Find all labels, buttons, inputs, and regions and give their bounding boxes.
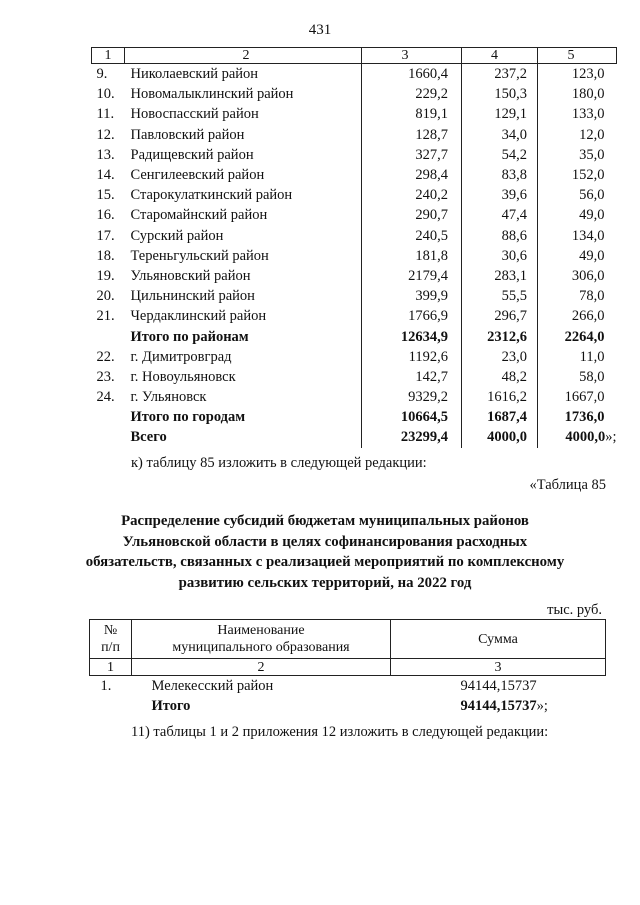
row-value-col5: 123,0 (571, 66, 605, 83)
row-number: 1. (100, 678, 112, 694)
row-sum (391, 676, 606, 697)
table-row-total (90, 696, 606, 716)
header-cell: 5 (538, 48, 617, 64)
row-name: Всего (125, 427, 362, 447)
row-name: Итого по районам (125, 326, 362, 346)
row-value-col3: 240,2 (362, 185, 462, 205)
table-row (92, 165, 617, 185)
row-name: Новоспасский район (125, 104, 362, 124)
table-row (92, 246, 617, 266)
row-name: Старомайнский район (125, 205, 362, 225)
row-value-col5: 58,0 (579, 368, 605, 385)
cell-suffix: »; (605, 429, 617, 446)
row-number: 18. (96, 247, 115, 264)
row-name: г. Новоульяновск (125, 367, 362, 387)
row-number: 24. (96, 389, 115, 406)
table-row (90, 676, 606, 697)
row-number: 11. (96, 106, 115, 123)
title-line: Ульяновской области в целях софинансирования расходных (122, 533, 528, 550)
cell-value: 4000,0 (565, 429, 606, 446)
row-number (92, 407, 125, 427)
row-value-col5: 35,0 (579, 146, 605, 163)
row-value-col4: 150,3 (462, 84, 538, 104)
row-value-col5: 2264,0 (564, 328, 605, 345)
table-row (92, 226, 617, 246)
row-value-col3: 399,9 (362, 286, 462, 306)
row-value-col3: 1660,4 (362, 64, 462, 85)
row-value-col3: 10664,5 (362, 407, 462, 427)
header-cell-name (132, 620, 391, 659)
column-number: 2 (132, 659, 391, 676)
header-text: № (103, 623, 118, 638)
row-number: 16. (96, 207, 115, 224)
row-name: Старокулаткинский район (125, 185, 362, 205)
column-number-row (90, 659, 606, 676)
row-value-col3: 240,5 (362, 226, 462, 246)
row-name: Павловский район (125, 125, 362, 145)
row-value-col3: 181,8 (362, 246, 462, 266)
header-cell: 4 (462, 48, 538, 64)
row-value-col3: 1766,9 (362, 306, 462, 326)
row-value-col5: 134,0 (571, 227, 605, 244)
row-name: Итого по городам (125, 407, 362, 427)
row-number: 17. (96, 227, 115, 244)
row-value-col4: 48,2 (462, 367, 538, 387)
instruction-paragraph-11: 11) таблицы 1 и 2 приложения 12 изложить в следующей редакции: (131, 724, 549, 740)
row-value-col3: 229,2 (362, 84, 462, 104)
row-value-col4: 55,5 (462, 286, 538, 306)
row-name: Новомалыклинский район (125, 84, 362, 104)
header-cell: 3 (362, 48, 462, 64)
row-name: г. Димитровград (125, 347, 362, 367)
title-line: развитию сельских территорий, на 2022 год (178, 574, 472, 591)
row-number: 15. (96, 187, 115, 204)
row-value-col5: 49,0 (579, 207, 605, 224)
row-value-col5: 133,0 (571, 106, 605, 123)
table-85-title (60, 511, 590, 593)
row-name: Николаевский район (125, 64, 362, 85)
sum-value: 94144,15737 (460, 678, 537, 694)
row-value-col3: 298,4 (362, 165, 462, 185)
row-value-col5: 56,0 (579, 187, 605, 204)
row-name: г. Ульяновск (125, 387, 362, 407)
row-value-col5: 152,0 (571, 167, 605, 184)
header-text: п/п (101, 640, 120, 655)
row-value-col4: 34,0 (462, 125, 538, 145)
row-value-col4: 88,6 (462, 226, 538, 246)
table-row (92, 104, 617, 124)
table-row (92, 266, 617, 286)
row-value-col4: 54,2 (462, 145, 538, 165)
row-name: Сурский район (125, 226, 362, 246)
row-name: Итого (151, 698, 191, 714)
row-value-col4: 283,1 (462, 266, 538, 286)
row-number: 21. (96, 308, 115, 325)
table-row (92, 125, 617, 145)
row-value-col3: 142,7 (362, 367, 462, 387)
row-value-col3: 9329,2 (362, 387, 462, 407)
row-value-col5: 180,0 (571, 86, 605, 103)
row-value-col5: 266,0 (571, 308, 605, 325)
row-value-col5 (538, 427, 617, 447)
row-value-col3: 290,7 (362, 205, 462, 225)
units-label: тыс. руб. (547, 602, 602, 618)
sum-suffix: »; (536, 698, 548, 714)
row-value-col4: 2312,6 (462, 326, 538, 346)
row-value-col3: 2179,4 (362, 266, 462, 286)
table-header-row (92, 48, 617, 64)
row-value-col3: 12634,9 (362, 326, 462, 346)
instruction-paragraph-k: к) таблицу 85 изложить в следующей редакции: (131, 455, 427, 471)
row-sum (391, 696, 606, 716)
table-85 (89, 619, 606, 716)
row-name: Тереньгульский район (125, 246, 362, 266)
table-85-label: «Таблица 85 (529, 477, 606, 493)
row-number: 19. (96, 267, 115, 284)
table-row (92, 367, 617, 387)
row-value-col4: 30,6 (462, 246, 538, 266)
table-header-row (90, 620, 606, 659)
table-row (92, 185, 617, 205)
row-number: 12. (96, 126, 115, 143)
row-value-col5: 306,0 (571, 267, 605, 284)
row-number (90, 696, 132, 716)
row-value-col4: 83,8 (462, 165, 538, 185)
row-value-col5: 1736,0 (564, 409, 605, 426)
row-value-col3: 1192,6 (362, 347, 462, 367)
sum-value: 94144,15737 (460, 698, 537, 714)
row-value-col4: 47,4 (462, 205, 538, 225)
table-row (92, 306, 617, 326)
table-row (92, 205, 617, 225)
table-row (92, 84, 617, 104)
row-value-col5: 1667,0 (564, 389, 605, 406)
page-number: 431 (308, 22, 332, 38)
row-value-col4: 1616,2 (462, 387, 538, 407)
column-number: 1 (90, 659, 132, 676)
table-row-total (92, 427, 617, 447)
row-value-col3: 819,1 (362, 104, 462, 124)
column-number: 3 (391, 659, 606, 676)
header-cell: 2 (125, 48, 362, 64)
row-name: Ульяновский район (125, 266, 362, 286)
title-line: обязательств, связанных с реализацией мероприятий по комплексному (85, 554, 565, 570)
row-name: Цильнинский район (125, 286, 362, 306)
row-number: 9. (96, 66, 108, 83)
row-value-col5: 11,0 (579, 348, 605, 365)
table-row-total (92, 407, 617, 427)
title-line: Распределение субсидий бюджетам муниципальных районов (121, 513, 529, 529)
header-cell-sum: Сумма (391, 620, 606, 659)
row-name: Мелекесский район (151, 678, 274, 694)
row-number: 22. (96, 348, 115, 365)
row-number: 20. (96, 288, 115, 305)
row-value-col4: 129,1 (462, 104, 538, 124)
row-number: 14. (96, 167, 115, 184)
table-row (92, 145, 617, 165)
row-value-col4: 1687,4 (462, 407, 538, 427)
header-cell-number (90, 620, 132, 659)
row-number: 10. (96, 86, 115, 103)
header-cell: 1 (92, 48, 125, 64)
row-value-col4: 296,7 (462, 306, 538, 326)
subsidy-table-continued (91, 47, 617, 448)
row-value-col5: 49,0 (579, 247, 605, 264)
table-row-total (92, 326, 617, 346)
row-value-col5: 78,0 (579, 288, 605, 305)
row-value-col5: 12,0 (579, 126, 605, 143)
row-number (92, 427, 125, 447)
row-name: Сенгилеевский район (125, 165, 362, 185)
row-value-col3: 327,7 (362, 145, 462, 165)
row-number: 13. (96, 146, 115, 163)
table-row (92, 387, 617, 407)
row-number (92, 326, 125, 346)
table-row (92, 286, 617, 306)
row-value-col4: 39,6 (462, 185, 538, 205)
header-text: муниципального образования (172, 640, 350, 655)
row-number: 23. (96, 368, 115, 385)
row-name: Чердаклинский район (125, 306, 362, 326)
row-value-col4: 23,0 (462, 347, 538, 367)
table-row (92, 64, 617, 85)
header-text: Наименование (217, 623, 305, 638)
table-row (92, 347, 617, 367)
row-value-col3: 128,7 (362, 125, 462, 145)
row-value-col4: 237,2 (462, 64, 538, 85)
row-value-col3: 23299,4 (362, 427, 462, 447)
row-name: Радищевский район (125, 145, 362, 165)
row-value-col4: 4000,0 (462, 427, 538, 447)
